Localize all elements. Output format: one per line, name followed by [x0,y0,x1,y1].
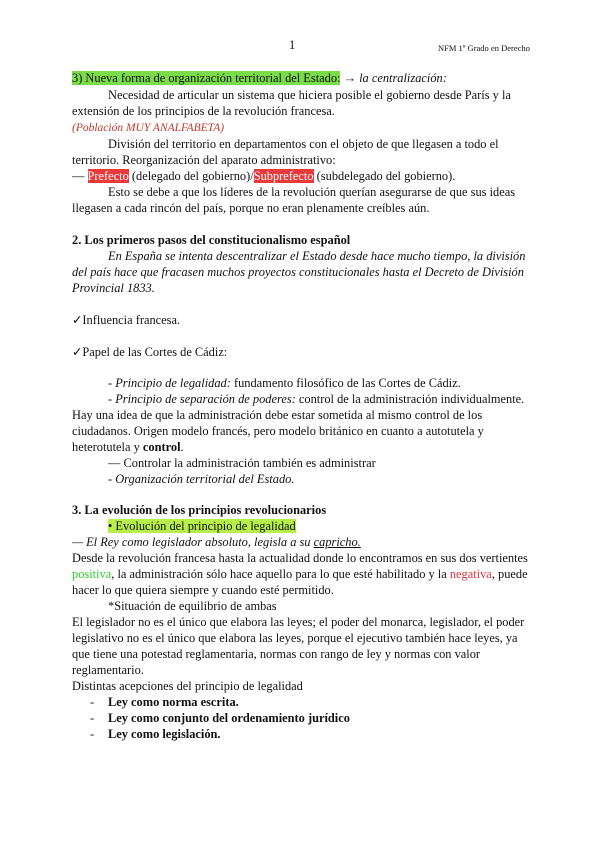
principle-text: fundamento filosófico de las Cortes de Cádiz. [233,376,461,390]
paragraph-line: ciudadanos. Origen modelo francés, pero modelo británico en cuanto a autotutela y [72,424,484,438]
paragraph-line: Desde la revolución francesa hasta la actualidad donde lo encontramos en sus dos vertientes [72,551,528,565]
paragraph-line [72,566,528,582]
list-dash: - [90,711,95,725]
prefecto-highlight: Prefecto [87,169,129,183]
page-number: 1 [289,38,296,52]
italic-paragraph-line: del país hace que fracasen muchos proyectos constitucionales hasta el Decreto de División [72,265,524,279]
arrow-icon: → [343,71,356,85]
negativa-word: negativa [449,567,492,581]
principle-separation [108,391,524,407]
list-item-text: Ley como legislación. [108,727,221,741]
heading-highlight: 3) Nueva forma de organización territorial del Estado: [72,71,341,85]
paragraph-line: que tiene una potestad reglamentaria, normas con rango de ley y normas con valor [72,647,481,661]
rey-line [72,534,361,550]
paragraph-line: Esto se debe a que los líderes de la revolución querían asegurarse de que sus ideas [108,185,516,199]
section-heading-evolution: 3. La evolución de los principios revolucionarios [72,503,327,517]
dash: — [72,169,85,183]
italic-paragraph-line: En España se intenta descentralizar el Estado desde hace mucho tiempo, la división [108,249,526,263]
paragraph-line [72,439,184,455]
list-item [90,710,94,726]
heading-italic: la centralización: [359,71,447,85]
prefecto-line [72,168,455,184]
paragraph-line: Distintas acepciones del principio de legalidad [72,679,303,693]
section-heading-centralization [72,70,447,86]
subprefecto-highlight: Subprefecto [253,169,314,183]
italic-paragraph-line: Provincial 1833. [72,281,155,295]
paragraph-line: El legislador no es el único que elabora las leyes; el poder del monarca, legislador, el poder [72,615,525,629]
checklist-item [72,312,180,328]
capricho-underlined: capricho. [313,535,361,549]
text-span: heterotutela y [72,440,140,454]
bold-control: control [142,440,181,454]
paragraph-line: reglamentario. [72,663,144,677]
section-heading-constitutionalism: 2. Los primeros pasos del constitucionalismo español [72,233,351,247]
paragraph-line: extensión de los principios de la revolución francesa. [72,104,335,118]
checkmark-icon: ✓ [72,313,83,327]
paragraph-line: — Controlar la administración también es administrar [108,456,376,470]
bullet-legality [108,518,296,534]
list-dash: - [90,695,95,709]
checklist-label: Papel de las Cortes de Cádiz: [82,345,228,359]
text-span: , puede [491,567,528,581]
paragraph-line: legislativo no es el único que elabora las leyes, porque el ejecutivo también hace leyes, ya [72,631,518,645]
paragraph-line: hacer lo que quiera siempre y cuando esté permitido. [72,583,334,597]
principle-label: - Principio de legalidad: [108,376,231,390]
doc-tag: NFM 1º Grado en Derecho [438,43,530,53]
text-span: . [180,440,184,454]
subprefecto-desc: (subdelegado del gobierno). [316,169,456,183]
paragraph-line: Hay una idea de que la administración debe estar sometida al mismo control de los [72,408,483,422]
bullet-highlight: • Evolución del principio de legalidad [108,519,296,533]
list-item-text: Ley como conjunto del ordenamiento jurídico [108,711,350,725]
paragraph-line: territorio. Reorganización del aparato administrativo: [72,153,336,167]
principle-text: control de la administración individualmente. [298,392,525,406]
paragraph-line: - Organización territorial del Estado. [108,472,295,486]
positiva-word: positiva [72,567,112,581]
principle-label: - Principio de separación de poderes: [108,392,296,406]
paragraph-line: División del territorio en departamentos con el objeto de que llegasen a todo el [108,137,499,151]
list-dash: - [90,727,95,741]
rey-italic: — El Rey como legislador absoluto, legisla a su [72,535,311,549]
paragraph-line: Necesidad de articular un sistema que hiciera posible el gobierno desde París y la [108,88,511,102]
checklist-item [72,344,227,360]
equilibrium-note: *Situación de equilibrio de ambas [108,599,277,613]
checklist-label: Influencia francesa. [82,313,181,327]
list-item-text: Ley como norma escrita. [108,695,239,709]
checkmark-icon: ✓ [72,345,83,359]
note-illiterate: (Población MUY ANALFABETA) [72,122,225,134]
prefecto-desc: (delegado del gobierno)/ [131,169,254,183]
paragraph-line: llegasen a cada rincón del país, porque no eran plenamente creíbles aún. [72,201,430,215]
list-item [90,726,94,742]
text-span: , la administración sólo hace aquello para lo que esté habilitado y la [111,567,447,581]
list-item [90,694,94,710]
principle-legality [108,375,461,391]
